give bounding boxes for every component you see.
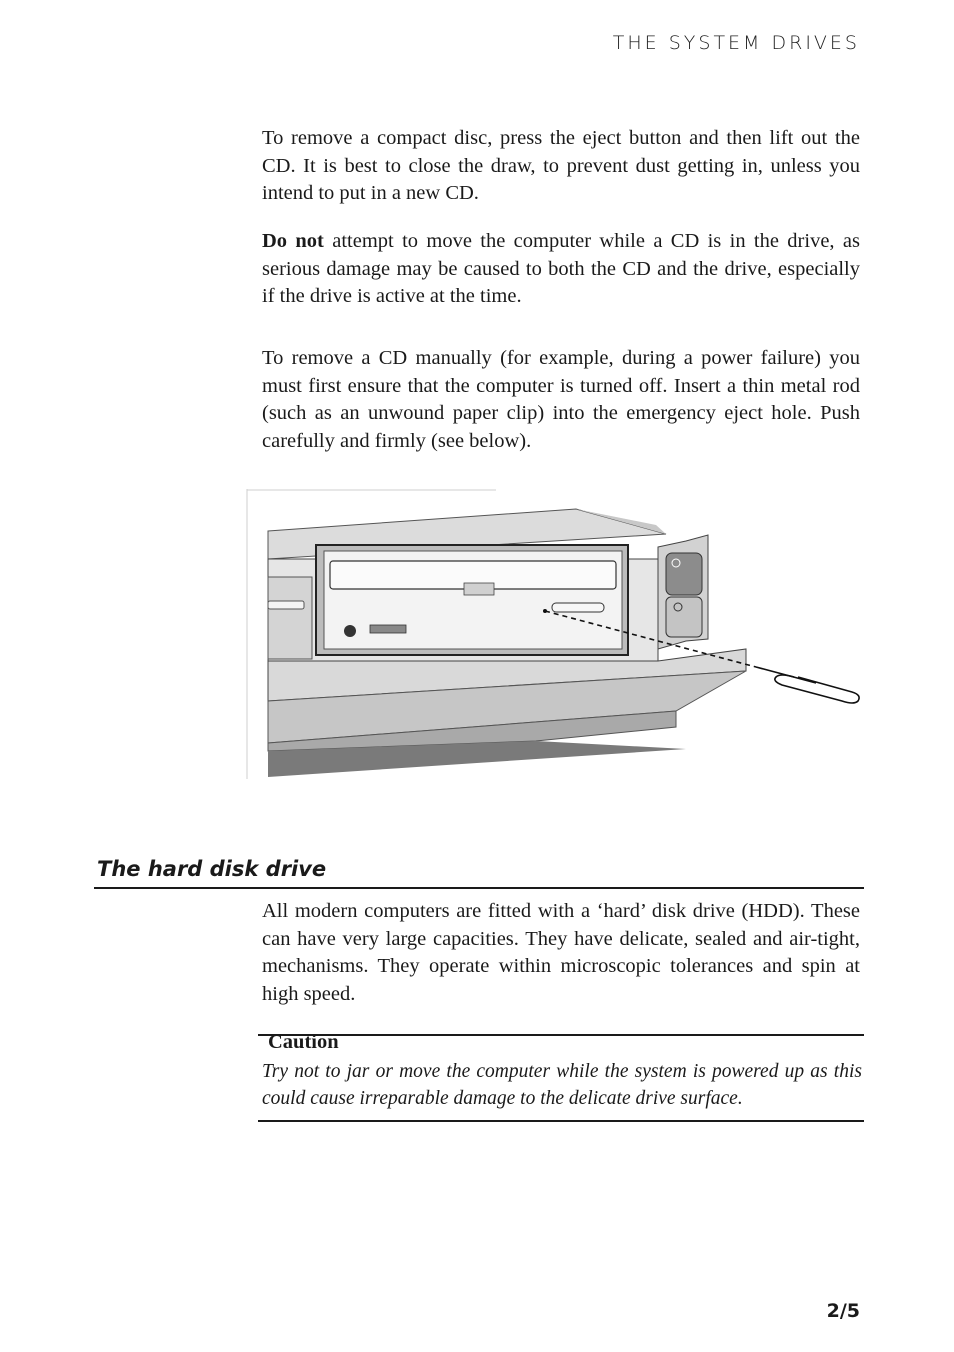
cd-drive-illustration	[246, 489, 866, 781]
paragraph-hdd: All modern computers are fitted with a ‘hard’ disk drive (HDD). These can have very large capacities. They have delicate, sealed and air-tight, mechanisms. They operate within microscopic tolerances and spin at high speed.	[262, 900, 860, 1005]
running-head: THE SYSTEM DRIVES	[612, 32, 860, 54]
paragraph-manual-eject: To remove a CD manually (for example, during a power failure) you must first ensure that the computer is turned off. Insert a thin metal rod (such as an unwound paper clip) into the emergency eject hole. Push carefully and firmly (see below).	[262, 347, 860, 452]
caution-top-rule	[258, 1034, 864, 1036]
caution-bottom-rule	[258, 1120, 864, 1122]
paragraph-remove-cd: To remove a compact disc, press the eject button and then lift out the CD. It is best to close the draw, to prevent dust getting in, unless you intend to put in a new CD.	[262, 127, 860, 204]
caution-title: Caution	[268, 1031, 339, 1053]
caution-text: Try not to jar or move the computer while the system is powered up as this could cause irreparable damage to the delicate drive surface.	[262, 1061, 862, 1109]
section-rule	[94, 887, 864, 889]
page-number: 2/5	[826, 1300, 860, 1322]
do-not-move-text: attempt to move the computer while a CD is in the drive, as serious damage may be caused to both the CD and the drive, especially if the drive is active at the time.	[262, 230, 860, 307]
do-not-emphasis: Do not	[262, 230, 324, 252]
paragraph-do-not-move	[262, 228, 860, 311]
section-title: The hard disk drive	[97, 857, 327, 881]
